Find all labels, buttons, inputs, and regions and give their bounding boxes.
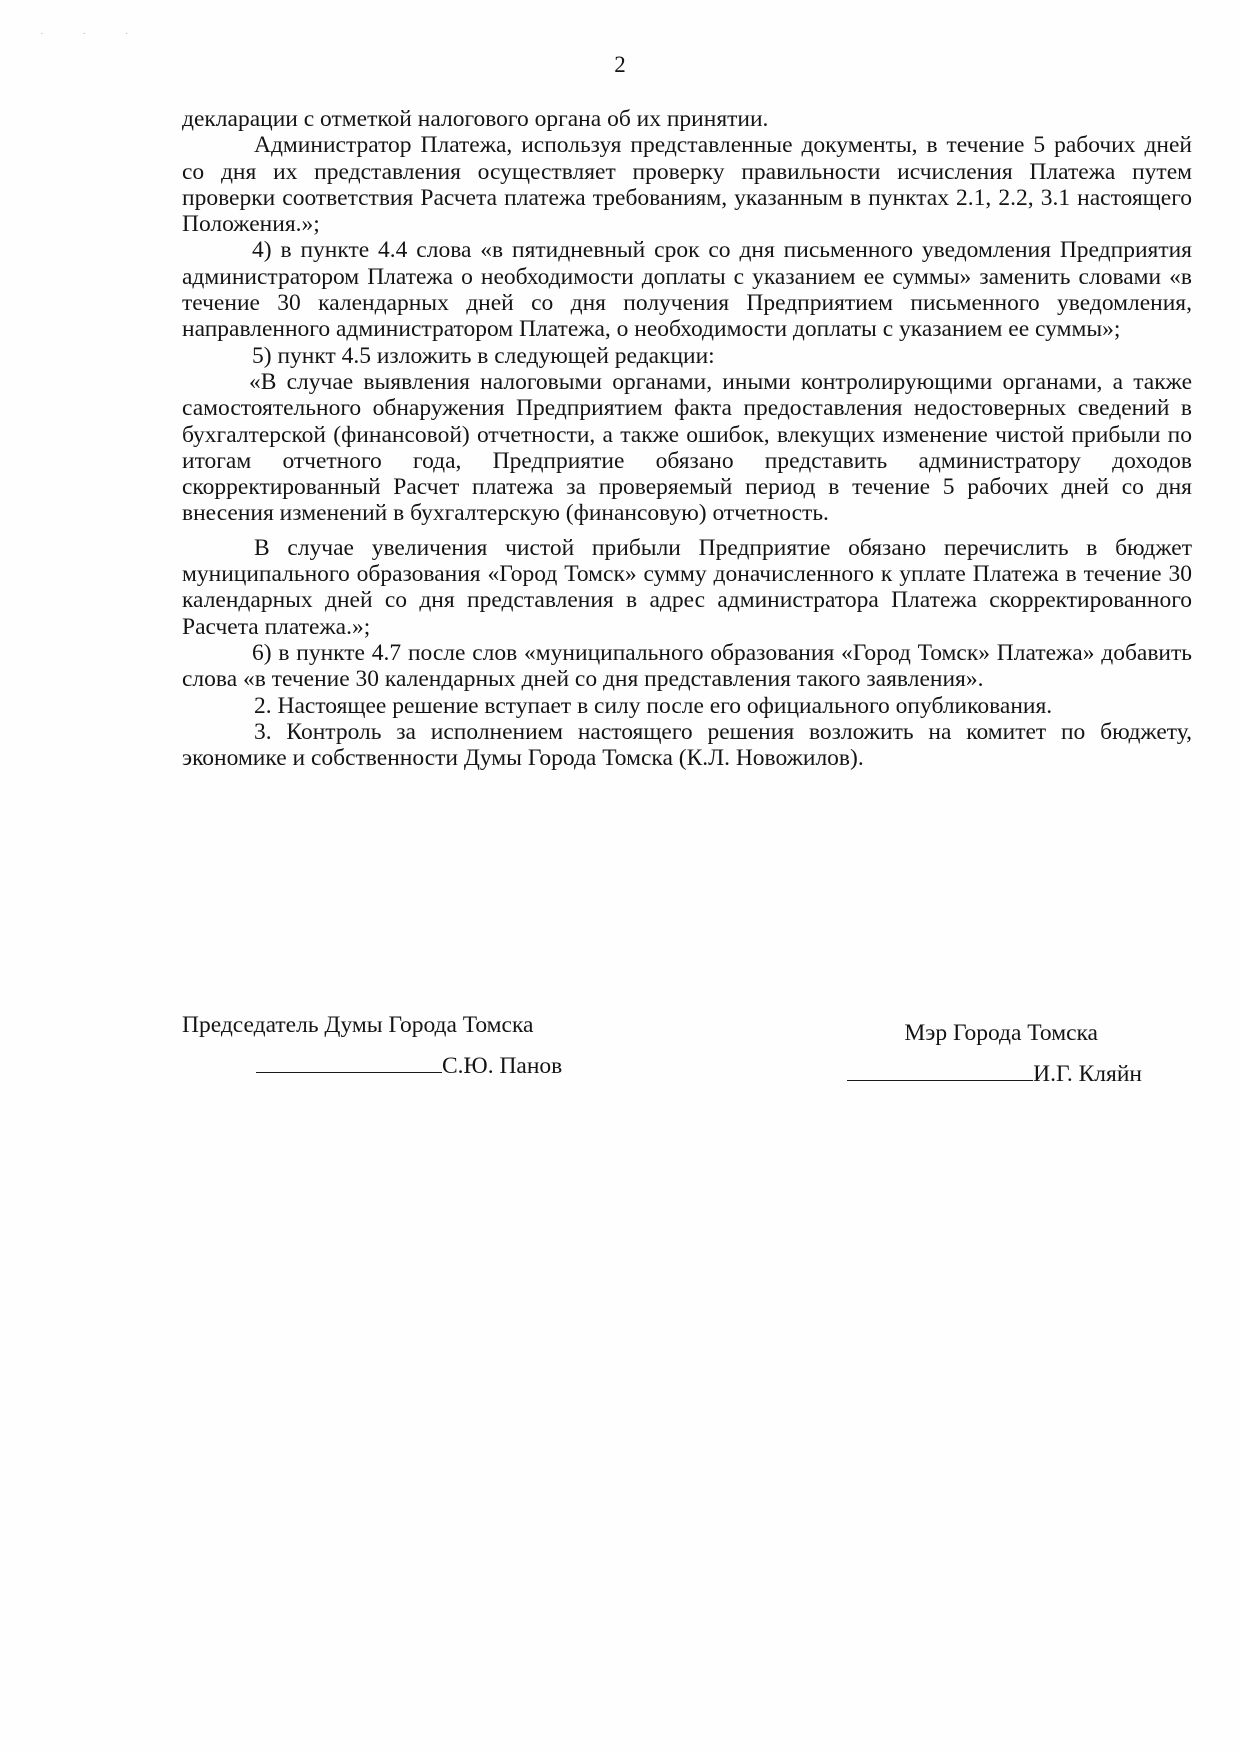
- chairman-name: С.Ю. Панов: [442, 1053, 563, 1079]
- signature-block-chairman: [182, 1012, 562, 1080]
- scan-artifacts: · · ·: [40, 28, 147, 40]
- paragraph-item-6: 6) в пункте 4.7 после слов «муниципального образования «Город Томск» Платежа» добавить слова «в течение 30 календарных дней со дня представления такого заявления».: [182, 639, 1192, 693]
- document-body: [182, 106, 1192, 771]
- chairman-title: Председатель Думы Города Томска: [182, 1012, 534, 1038]
- signature-blank: [256, 1054, 442, 1073]
- signature-block-mayor: [847, 1020, 1142, 1088]
- paragraph-quote-4-5: «В случае выявления налоговыми органами, иными контролирующими органами, а также самостоятельного обнаружения Предприятием факта предоставления недостоверных сведений в бухгалтерской (финансовой) отчетности, а также ошибок, влекущих изменение чистой прибыли по итогам отчетного года, Предприятие обязано представить администратору доходов скорректированный Расчет платежа за проверяемый период в течение 5 рабочих дней со дня внесения изменений в бухгалтерскую (финансовую) отчетность.: [182, 368, 1192, 527]
- paragraph-administrator-check: Администратор Платежа, используя представленные документы, в течение 5 рабочих дней со дня их представления осуществляет проверку правильности исчисления Платежа путем проверки соответствия Расчета платежа требованиям, указанным в пунктах 2.1, 2.2, 3.1 настоящего Положения.»;: [182, 132, 1192, 238]
- mayor-title: Мэр Города Томска: [904, 1020, 1098, 1046]
- signature-blank: [847, 1062, 1033, 1081]
- paragraph-declaration-end: декларации с отметкой налогового органа об их принятии.: [182, 106, 769, 132]
- mayor-name: И.Г. Кляйн: [1033, 1061, 1142, 1087]
- page-number: 2: [614, 52, 626, 77]
- paragraph-item-5: 5) пункт 4.5 изложить в следующей редакции:: [252, 342, 715, 369]
- paragraph-profit-increase: В случае увеличения чистой прибыли Предприятие обязано перечислить в бюджет муниципального образования «Город Томск» сумму доначисленного к уплате Платежа в течение 30 календарных дней со дня представления в адрес администратора Платежа скорректированного Расчета платежа.»;: [182, 534, 1192, 640]
- paragraph-effective-date: 2. Настоящее решение вступает в силу после его официального опубликования.: [254, 692, 1053, 719]
- paragraph-item-4: 4) в пункте 4.4 слова «в пятидневный срок со дня письменного уведомления Предприятия администратором Платежа о необходимости доплаты с указанием ее суммы» заменить словами «в течение 30 календарных дней со дня получения Предприятием письменного уведомления, направленного администратором Платежа, о необходимости доплаты с указанием ее суммы»;: [182, 237, 1192, 343]
- paragraph-control: 3. Контроль за исполнением настоящего решения возложить на комитет по бюджету, экономике и собственности Думы Города Томска (К.Л. Новожилов).: [182, 718, 1192, 772]
- mayor-signature-line: [847, 1061, 1142, 1088]
- chairman-signature-line: [256, 1053, 562, 1080]
